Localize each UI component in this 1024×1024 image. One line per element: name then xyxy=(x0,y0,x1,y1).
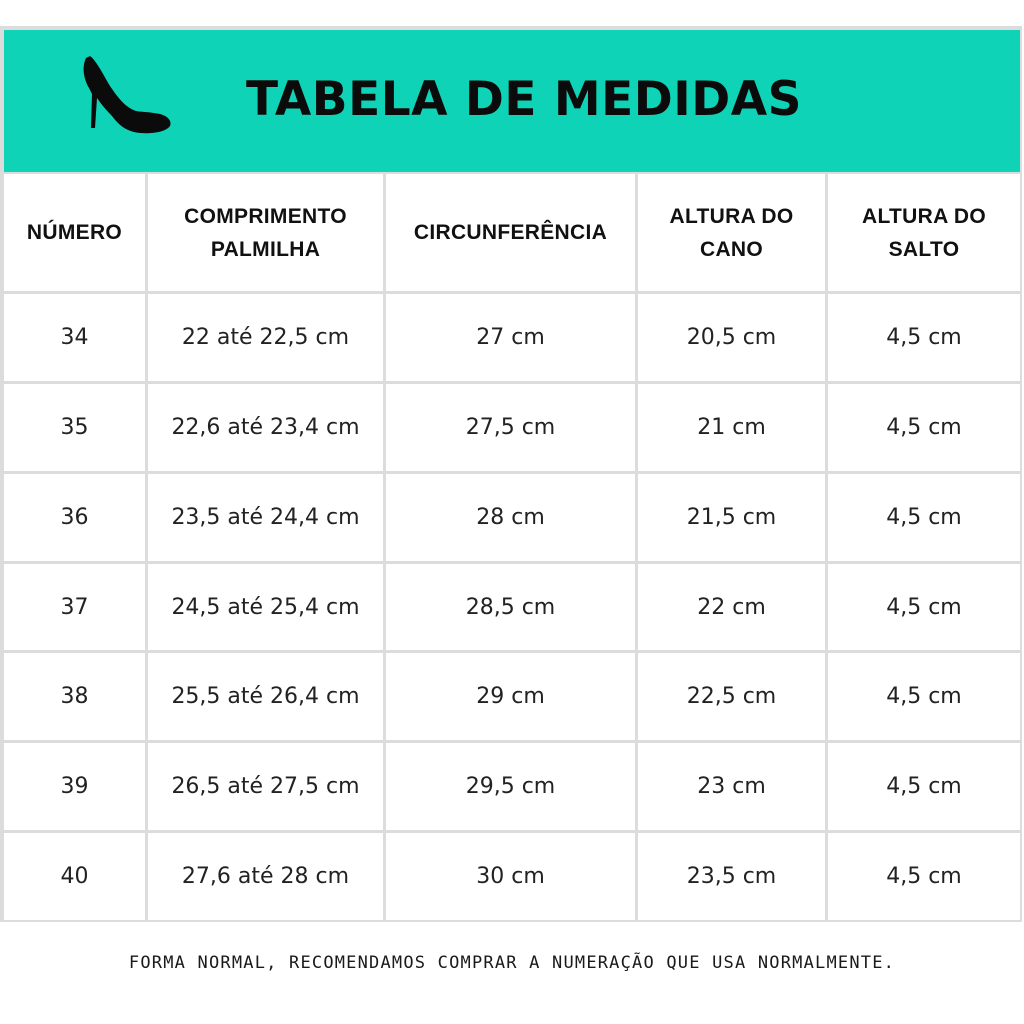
cell-circunferencia: 29 cm xyxy=(386,653,638,743)
cell-comprimento: 24,5 até 25,4 cm xyxy=(148,564,386,654)
cell-numero: 34 xyxy=(4,294,148,384)
footer-note: FORMA NORMAL, RECOMENDAMOS COMPRAR A NUMERAÇÃO QUE USA NORMALMENTE. xyxy=(128,953,896,973)
cell-comprimento: 22 até 22,5 cm xyxy=(148,294,386,384)
cell-circunferencia: 30 cm xyxy=(386,833,638,920)
column-header-circunferencia: CIRCUNFERÊNCIA xyxy=(386,174,638,294)
table-row xyxy=(4,564,1020,654)
cell-numero: 40 xyxy=(4,833,148,920)
table-header-row xyxy=(4,174,1020,294)
cell-comprimento: 26,5 até 27,5 cm xyxy=(148,743,386,833)
table-row xyxy=(4,384,1020,474)
cell-numero: 38 xyxy=(4,653,148,743)
cell-altura-cano: 21 cm xyxy=(638,384,828,474)
cell-numero: 35 xyxy=(4,384,148,474)
cell-altura-cano: 21,5 cm xyxy=(638,474,828,564)
cell-altura-cano: 23 cm xyxy=(638,743,828,833)
page-title: TABELA DE MEDIDAS xyxy=(246,72,802,127)
cell-comprimento: 22,6 até 23,4 cm xyxy=(148,384,386,474)
table-row xyxy=(4,653,1020,743)
cell-altura-salto: 4,5 cm xyxy=(828,743,1020,833)
table-row xyxy=(4,833,1020,920)
cell-altura-salto: 4,5 cm xyxy=(828,294,1020,384)
cell-circunferencia: 27,5 cm xyxy=(386,384,638,474)
cell-numero: 36 xyxy=(4,474,148,564)
cell-numero: 37 xyxy=(4,564,148,654)
cell-altura-cano: 22,5 cm xyxy=(638,653,828,743)
cell-circunferencia: 28 cm xyxy=(386,474,638,564)
cell-altura-cano: 20,5 cm xyxy=(638,294,828,384)
table-row xyxy=(4,474,1020,564)
cell-comprimento: 27,6 até 28 cm xyxy=(148,833,386,920)
cell-altura-salto: 4,5 cm xyxy=(828,474,1020,564)
column-header-numero: NÚMERO xyxy=(4,174,148,294)
cell-circunferencia: 29,5 cm xyxy=(386,743,638,833)
high-heel-shoe-icon xyxy=(80,54,172,136)
cell-numero: 39 xyxy=(4,743,148,833)
cell-altura-salto: 4,5 cm xyxy=(828,653,1020,743)
cell-altura-cano: 23,5 cm xyxy=(638,833,828,920)
column-header-altura-cano: ALTURA DO CANO xyxy=(638,174,828,294)
cell-altura-salto: 4,5 cm xyxy=(828,384,1020,474)
cell-altura-salto: 4,5 cm xyxy=(828,833,1020,920)
column-header-altura-salto: ALTURA DO SALTO xyxy=(828,174,1020,294)
table-row xyxy=(4,294,1020,384)
cell-comprimento: 25,5 até 26,4 cm xyxy=(148,653,386,743)
cell-circunferencia: 27 cm xyxy=(386,294,638,384)
size-table xyxy=(4,174,1020,920)
column-header-comprimento: COMPRIMENTO PALMILHA xyxy=(148,174,386,294)
cell-altura-salto: 4,5 cm xyxy=(828,564,1020,654)
cell-circunferencia: 28,5 cm xyxy=(386,564,638,654)
cell-comprimento: 23,5 até 24,4 cm xyxy=(148,474,386,564)
cell-altura-cano: 22 cm xyxy=(638,564,828,654)
table-row xyxy=(4,743,1020,833)
